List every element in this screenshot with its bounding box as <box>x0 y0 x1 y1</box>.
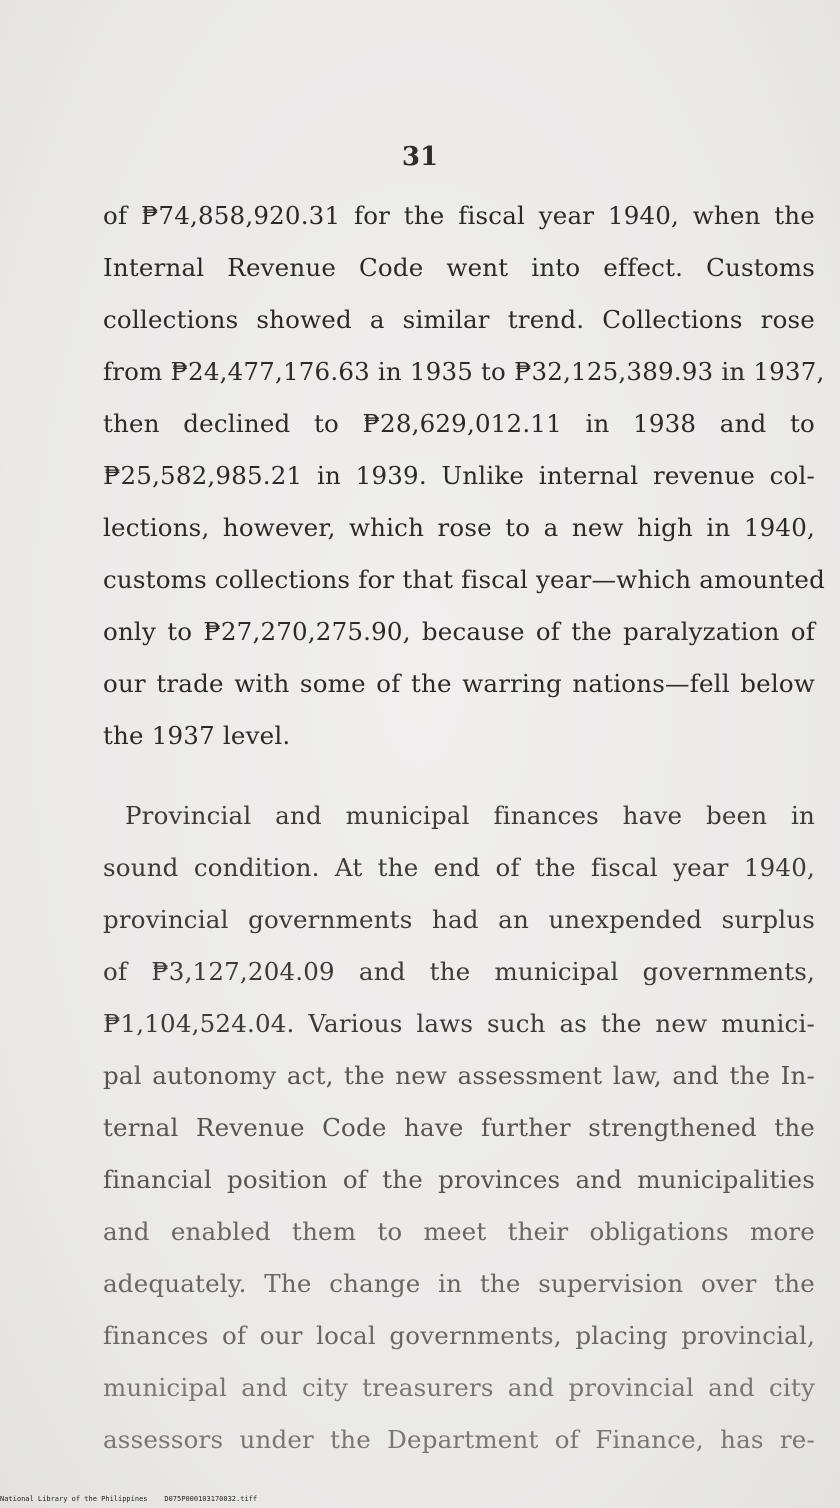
text-line: Provincial and municipal finances have been in <box>125 801 815 830</box>
text-line: assessors under the Department of Finance, has re- <box>103 1425 815 1454</box>
text-line: the 1937 level. <box>103 721 291 750</box>
footer-archive: National Library of the Philippines <box>0 1495 148 1503</box>
text-line: ₱1,104,524.04. Various laws such as the new munici- <box>103 1009 815 1038</box>
paragraph-gap <box>103 762 815 790</box>
text-line: finances of our local governments, placing provincial, <box>103 1321 815 1350</box>
text-line: adequately. The change in the supervision over the <box>103 1269 815 1298</box>
text-line: Internal Revenue Code went into effect. Customs <box>103 253 815 282</box>
text-line: sound condition. At the end of the fiscal year 1940, <box>103 853 815 882</box>
text-line: and enabled them to meet their obligations more <box>103 1217 815 1246</box>
paragraph-customs-collections <box>103 190 826 762</box>
text-line: collections showed a similar trend. Collections rose <box>103 305 815 334</box>
text-line: provincial governments had an unexpended surplus <box>103 905 815 934</box>
text-line: pal autonomy act, the new assessment law, and the In- <box>103 1061 815 1090</box>
text-line: from ₱24,477,176.63 in 1935 to ₱32,125,389.93 in 1937, <box>103 357 825 386</box>
paragraph-provincial-finances <box>103 790 815 1466</box>
text-line: ₱25,582,985.21 in 1939. Unlike internal revenue col- <box>103 461 815 490</box>
text-line: lections, however, which rose to a new high in 1940, <box>103 513 815 542</box>
text-line: of ₱3,127,204.09 and the municipal governments, <box>103 957 815 986</box>
page-number: 31 <box>401 142 439 172</box>
text-line: only to ₱27,270,275.90, because of the paralyzation of <box>103 617 815 646</box>
text-line: then declined to ₱28,629,012.11 in 1938 and to <box>103 409 815 438</box>
text-line: our trade with some of the warring nations—fell below <box>103 669 815 698</box>
footer-file: D075P000103170032.tiff <box>164 1495 258 1503</box>
text-line: municipal and city treasurers and provincial and city <box>103 1373 815 1402</box>
text-line: financial position of the provinces and municipalities <box>103 1165 815 1194</box>
text-line: customs collections for that fiscal year—which amounted <box>103 565 826 594</box>
scan-footer <box>0 1495 257 1503</box>
text-line: ternal Revenue Code have further strengthened the <box>103 1113 815 1142</box>
body-text <box>103 190 826 1466</box>
text-line: of ₱74,858,920.31 for the fiscal year 1940, when the <box>103 201 815 230</box>
